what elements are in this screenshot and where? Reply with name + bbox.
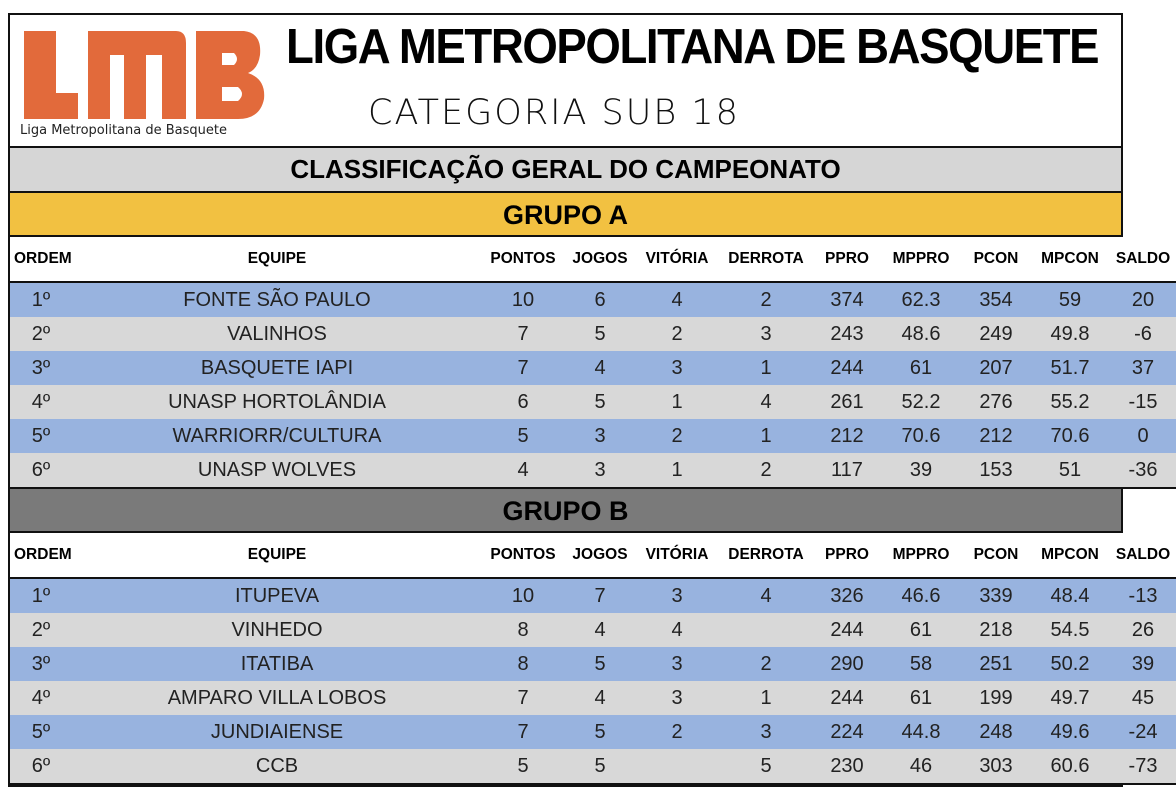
- cell-saldo: 20: [1110, 282, 1176, 317]
- cell-vitria: 3: [636, 647, 718, 681]
- cell-mppro: 44.8: [880, 715, 962, 749]
- cell-jogos: 4: [564, 351, 636, 385]
- cell-derrota: 1: [718, 351, 814, 385]
- cell-mppro: 61: [880, 613, 962, 647]
- cell-saldo: 26: [1110, 613, 1176, 647]
- cell-derrota: 1: [718, 681, 814, 715]
- cell-ppro: 224: [814, 715, 880, 749]
- cell-saldo: -73: [1110, 749, 1176, 784]
- cell-jogos: 5: [564, 385, 636, 419]
- header-row: [10, 533, 1176, 578]
- cell-mppro: 52.2: [880, 385, 962, 419]
- cell-mpcon: 55.2: [1030, 385, 1110, 419]
- cell-derrota: 4: [718, 385, 814, 419]
- cell-ordem: 6º: [10, 453, 72, 488]
- cell-mpcon: 49.6: [1030, 715, 1110, 749]
- cell-ppro: 243: [814, 317, 880, 351]
- cell-ordem: 5º: [10, 715, 72, 749]
- cell-derrota: 2: [718, 453, 814, 488]
- cell-ordem: 4º: [10, 385, 72, 419]
- table-row: [10, 282, 1176, 317]
- cell-vitria: 2: [636, 419, 718, 453]
- cell-mpcon: 70.6: [1030, 419, 1110, 453]
- cell-vitria: 2: [636, 715, 718, 749]
- cell-ordem: 4º: [10, 681, 72, 715]
- cell-saldo: 0: [1110, 419, 1176, 453]
- cell-jogos: 3: [564, 453, 636, 488]
- table-row: [10, 317, 1176, 351]
- cell-equipe: CCB: [72, 749, 482, 784]
- cell-pontos: 7: [482, 351, 564, 385]
- table-row: [10, 351, 1176, 385]
- cell-derrota: 3: [718, 317, 814, 351]
- cell-ordem: 3º: [10, 351, 72, 385]
- cell-pcon: 303: [962, 749, 1030, 784]
- cell-saldo: -24: [1110, 715, 1176, 749]
- cell-mppro: 70.6: [880, 419, 962, 453]
- column-header: PPRO: [814, 533, 880, 578]
- cell-mppro: 58: [880, 647, 962, 681]
- cell-mpcon: 60.6: [1030, 749, 1110, 784]
- cell-mppro: 46: [880, 749, 962, 784]
- cell-equipe: BASQUETE IAPI: [72, 351, 482, 385]
- column-header: MPPRO: [880, 237, 962, 282]
- cell-jogos: 5: [564, 715, 636, 749]
- table-row: [10, 647, 1176, 681]
- cell-pontos: 7: [482, 715, 564, 749]
- cell-pontos: 8: [482, 613, 564, 647]
- standings-sheet: [8, 13, 1171, 787]
- cell-equipe: ITATIBA: [72, 647, 482, 681]
- cell-saldo: 45: [1110, 681, 1176, 715]
- cell-jogos: 4: [564, 681, 636, 715]
- column-header: PCON: [962, 533, 1030, 578]
- cell-mpcon: 49.8: [1030, 317, 1110, 351]
- cell-ppro: 261: [814, 385, 880, 419]
- column-header: PCON: [962, 237, 1030, 282]
- cell-saldo: -36: [1110, 453, 1176, 488]
- table-row: [10, 578, 1176, 613]
- cell-ppro: 230: [814, 749, 880, 784]
- cell-ordem: 6º: [10, 749, 72, 784]
- cell-pontos: 7: [482, 317, 564, 351]
- cell-pcon: 212: [962, 419, 1030, 453]
- column-header: ORDEM: [10, 533, 72, 578]
- cell-ppro: 244: [814, 681, 880, 715]
- column-header: PONTOS: [482, 533, 564, 578]
- cell-ppro: 244: [814, 351, 880, 385]
- cell-mpcon: 50.2: [1030, 647, 1110, 681]
- cell-saldo: -13: [1110, 578, 1176, 613]
- cell-derrota: 3: [718, 715, 814, 749]
- cell-equipe: VALINHOS: [72, 317, 482, 351]
- cell-pontos: 10: [482, 282, 564, 317]
- cell-equipe: UNASP HORTOLÂNDIA: [72, 385, 482, 419]
- table-row: [10, 419, 1176, 453]
- cell-equipe: WARRIORR/CULTURA: [72, 419, 482, 453]
- column-header: DERROTA: [718, 533, 814, 578]
- cell-pcon: 251: [962, 647, 1030, 681]
- cell-saldo: -6: [1110, 317, 1176, 351]
- group-title: GRUPO A: [10, 193, 1121, 237]
- page-title: LIGA METROPOLITANA DE BASQUETE: [286, 20, 1099, 74]
- column-header: MPCON: [1030, 533, 1110, 578]
- cell-derrota: 1: [718, 419, 814, 453]
- cell-pcon: 207: [962, 351, 1030, 385]
- cell-ppro: 326: [814, 578, 880, 613]
- cell-ppro: 117: [814, 453, 880, 488]
- cell-pontos: 5: [482, 749, 564, 784]
- cell-equipe: UNASP WOLVES: [72, 453, 482, 488]
- groups-container: [10, 193, 1171, 785]
- column-header: EQUIPE: [72, 533, 482, 578]
- cell-derrota: [718, 613, 814, 647]
- cell-derrota: 2: [718, 282, 814, 317]
- cell-vitria: 2: [636, 317, 718, 351]
- cell-vitria: 3: [636, 681, 718, 715]
- cell-saldo: 37: [1110, 351, 1176, 385]
- table-row: [10, 681, 1176, 715]
- column-header: JOGOS: [564, 237, 636, 282]
- cell-vitria: 1: [636, 385, 718, 419]
- cell-ordem: 3º: [10, 647, 72, 681]
- cell-vitria: [636, 749, 718, 784]
- cell-pontos: 4: [482, 453, 564, 488]
- cell-jogos: 5: [564, 317, 636, 351]
- cell-mppro: 61: [880, 351, 962, 385]
- cell-pcon: 153: [962, 453, 1030, 488]
- cell-ordem: 2º: [10, 613, 72, 647]
- cell-mpcon: 59: [1030, 282, 1110, 317]
- cell-jogos: 5: [564, 647, 636, 681]
- cell-mppro: 39: [880, 453, 962, 488]
- cell-equipe: VINHEDO: [72, 613, 482, 647]
- column-header: VITÓRIA: [636, 533, 718, 578]
- table-row: [10, 385, 1176, 419]
- cell-mppro: 46.6: [880, 578, 962, 613]
- cell-mppro: 48.6: [880, 317, 962, 351]
- header-row: [10, 237, 1176, 282]
- header: [10, 15, 1121, 148]
- column-header: MPCON: [1030, 237, 1110, 282]
- cell-pontos: 10: [482, 578, 564, 613]
- cell-jogos: 7: [564, 578, 636, 613]
- cell-ordem: 1º: [10, 578, 72, 613]
- cell-ppro: 374: [814, 282, 880, 317]
- table-row: [10, 613, 1176, 647]
- cell-vitria: 1: [636, 453, 718, 488]
- cell-mpcon: 49.7: [1030, 681, 1110, 715]
- cell-mpcon: 54.5: [1030, 613, 1110, 647]
- column-header: JOGOS: [564, 533, 636, 578]
- cell-pcon: 218: [962, 613, 1030, 647]
- cell-equipe: JUNDIAIENSE: [72, 715, 482, 749]
- cell-pontos: 5: [482, 419, 564, 453]
- cell-vitria: 3: [636, 351, 718, 385]
- table-row: [10, 453, 1176, 488]
- cell-pontos: 8: [482, 647, 564, 681]
- cell-pcon: 199: [962, 681, 1030, 715]
- cell-pcon: 276: [962, 385, 1030, 419]
- column-header: ORDEM: [10, 237, 72, 282]
- table-row: [10, 715, 1176, 749]
- column-header: PONTOS: [482, 237, 564, 282]
- cell-mpcon: 51.7: [1030, 351, 1110, 385]
- cell-pcon: 354: [962, 282, 1030, 317]
- cell-ordem: 1º: [10, 282, 72, 317]
- cell-vitria: 4: [636, 613, 718, 647]
- standings-table: [10, 237, 1176, 489]
- cell-vitria: 4: [636, 282, 718, 317]
- table-row: [10, 749, 1176, 784]
- cell-jogos: 4: [564, 613, 636, 647]
- column-header: SALDO: [1110, 533, 1176, 578]
- cell-mppro: 62.3: [880, 282, 962, 317]
- column-header: VITÓRIA: [636, 237, 718, 282]
- column-header: DERROTA: [718, 237, 814, 282]
- column-header: PPRO: [814, 237, 880, 282]
- cell-derrota: 5: [718, 749, 814, 784]
- logo-caption: Liga Metropolitana de Basquete: [20, 123, 227, 138]
- column-header: MPPRO: [880, 533, 962, 578]
- cell-vitria: 3: [636, 578, 718, 613]
- cell-equipe: FONTE SÃO PAULO: [72, 282, 482, 317]
- cell-derrota: 4: [718, 578, 814, 613]
- cell-pontos: 6: [482, 385, 564, 419]
- cell-saldo: 39: [1110, 647, 1176, 681]
- cell-ppro: 212: [814, 419, 880, 453]
- general-classification-title: CLASSIFICAÇÃO GERAL DO CAMPEONATO: [10, 148, 1121, 193]
- cell-ordem: 2º: [10, 317, 72, 351]
- standings-table: [10, 533, 1176, 785]
- cell-pcon: 249: [962, 317, 1030, 351]
- cell-pcon: 248: [962, 715, 1030, 749]
- cell-saldo: -15: [1110, 385, 1176, 419]
- cell-ordem: 5º: [10, 419, 72, 453]
- cell-mppro: 61: [880, 681, 962, 715]
- cell-jogos: 6: [564, 282, 636, 317]
- cell-pontos: 7: [482, 681, 564, 715]
- cell-jogos: 5: [564, 749, 636, 784]
- cell-ppro: 244: [814, 613, 880, 647]
- cell-pcon: 339: [962, 578, 1030, 613]
- cell-mpcon: 48.4: [1030, 578, 1110, 613]
- column-header: SALDO: [1110, 237, 1176, 282]
- cell-equipe: ITUPEVA: [72, 578, 482, 613]
- cell-mpcon: 51: [1030, 453, 1110, 488]
- column-header: EQUIPE: [72, 237, 482, 282]
- cell-derrota: 2: [718, 647, 814, 681]
- cell-equipe: AMPARO VILLA LOBOS: [72, 681, 482, 715]
- cell-ppro: 290: [814, 647, 880, 681]
- category-subtitle: CATEGORIA SUB 18: [368, 93, 740, 133]
- cell-jogos: 3: [564, 419, 636, 453]
- group-title: GRUPO B: [10, 489, 1121, 533]
